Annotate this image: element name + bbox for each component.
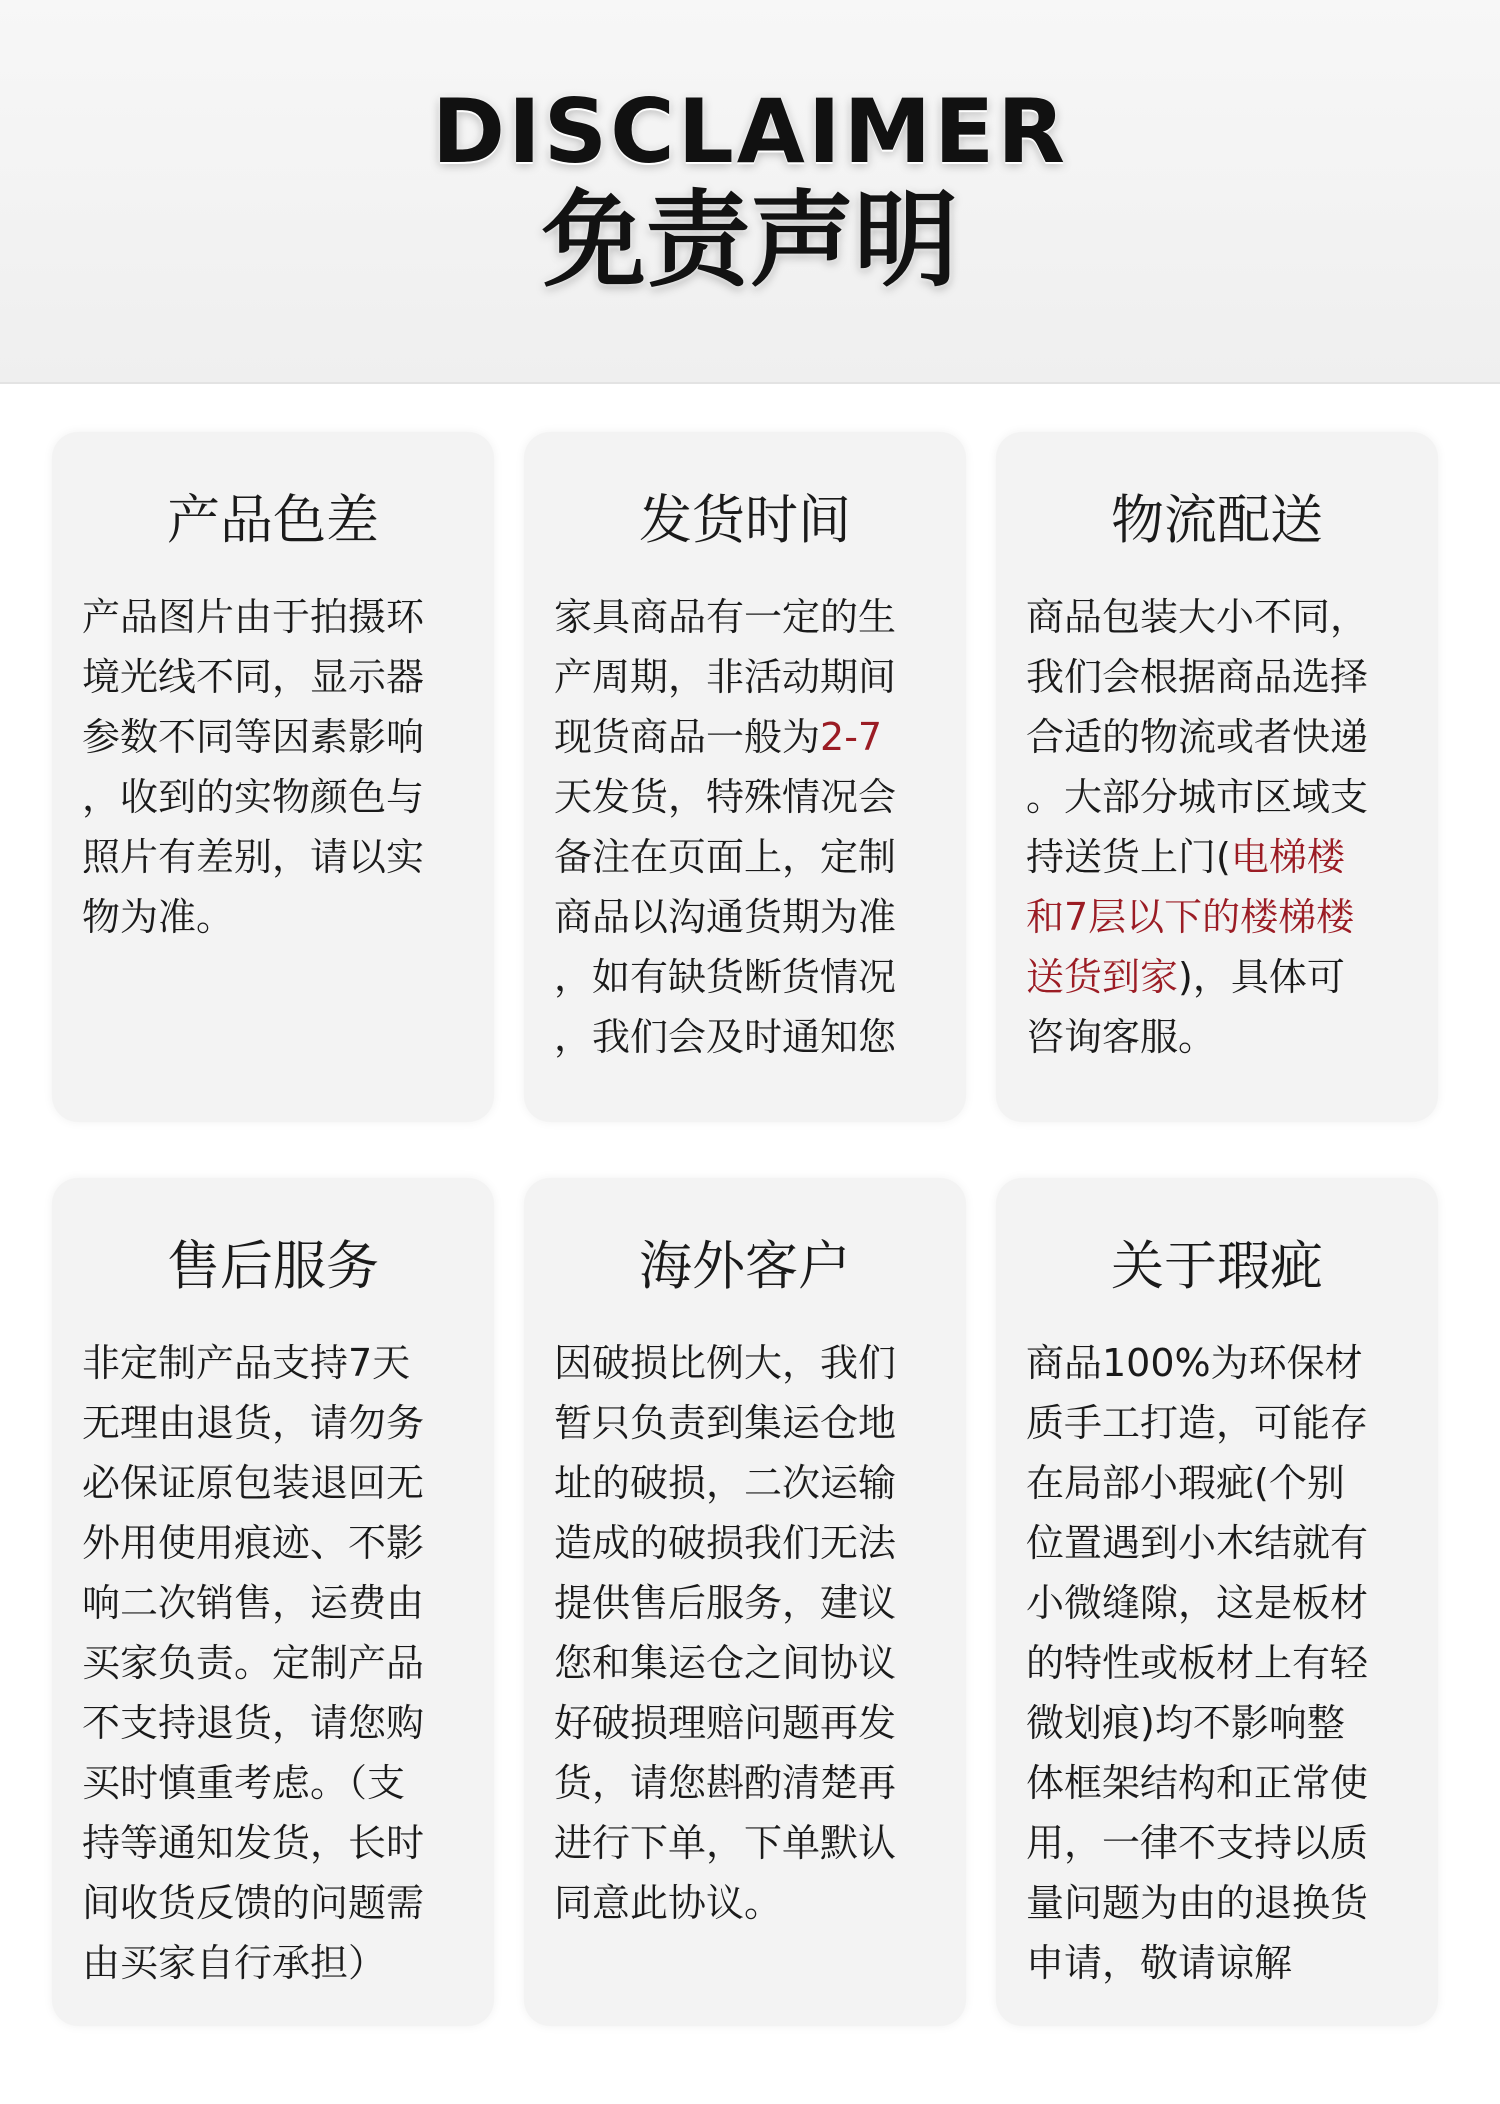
- card-about-flaws: [996, 1178, 1438, 2026]
- card-title: 发货时间: [639, 490, 851, 551]
- card-body: 商品100%为环保材 质手工打造，可能存 在局部小瑕疵(个别 位置遇到小木结就有 小微缝隙，这是板材 的特性或板材上有轻 微划痕)均不影响整 体框架结构和正常使 用，一律不支持以质 量问题为由的退换货 申请，敬请谅解: [1026, 1341, 1369, 1985]
- card-title: 关于瑕疵: [1111, 1236, 1323, 1297]
- card-title: 产品色差: [167, 490, 379, 551]
- card-body: 因破损比例大，我们 暂只负责到集运仓地 址的破损，二次运输 造成的破损我们无法 提供售后服务，建议 您和集运仓之间协议 好破损理赔问题再发 货，请您斟酌清楚再 进行下单，下单默认 同意此协议。: [554, 1341, 897, 1925]
- card-title: 海外客户: [639, 1236, 851, 1297]
- card-color-difference: [52, 432, 494, 1122]
- card-body: 产品图片由于拍摄环 境光线不同，显示器 参数不同等因素影响 ，收到的实物颜色与 照片有差别，请以实 物为准。: [82, 595, 425, 939]
- card-title: 售后服务: [167, 1236, 379, 1297]
- card-body: [554, 587, 946, 1067]
- highlight-text: 电梯楼 和7层以下的楼梯楼 送货到家: [1026, 835, 1355, 999]
- body-text: 商品包装大小不同， 我们会根据商品选择 合适的物流或者快递 。大部分城市区域支 持送货上门(: [1026, 595, 1369, 879]
- header-banner: [0, 0, 1500, 384]
- card-logistics: [996, 432, 1438, 1122]
- card-shipping-time: [524, 432, 966, 1122]
- card-overseas-customers: [524, 1178, 966, 2026]
- card-after-sales: [52, 1178, 494, 2026]
- highlight-text: 2-7: [820, 715, 883, 759]
- page-title-chinese: 免责声明: [541, 179, 958, 301]
- body-text: 天发货，特殊情况会 备注在页面上，定制 商品以沟通货期为准 ，如有缺货断货情况 ，我们会及时通知您: [554, 775, 897, 1059]
- body-text: )，具体可 咨询客服。: [1026, 955, 1345, 1059]
- card-title: 物流配送: [1111, 490, 1323, 551]
- body-text: 家具商品有一定的生 产周期，非活动期间 现货商品一般为: [554, 595, 897, 759]
- page-title-english: DISCLAIMER: [431, 80, 1069, 183]
- card-body: [1026, 587, 1418, 1067]
- card-body: 非定制产品支持7天 无理由退货，请勿务 必保证原包装退回无 外用使用痕迹、不影 响二次销售，运费由 买家负责。定制产品 不支持退货，请您购 买时慎重考虑。（支 持等通知发货，长时 间收货反馈的问题需 由买家自行承担）: [82, 1341, 425, 1985]
